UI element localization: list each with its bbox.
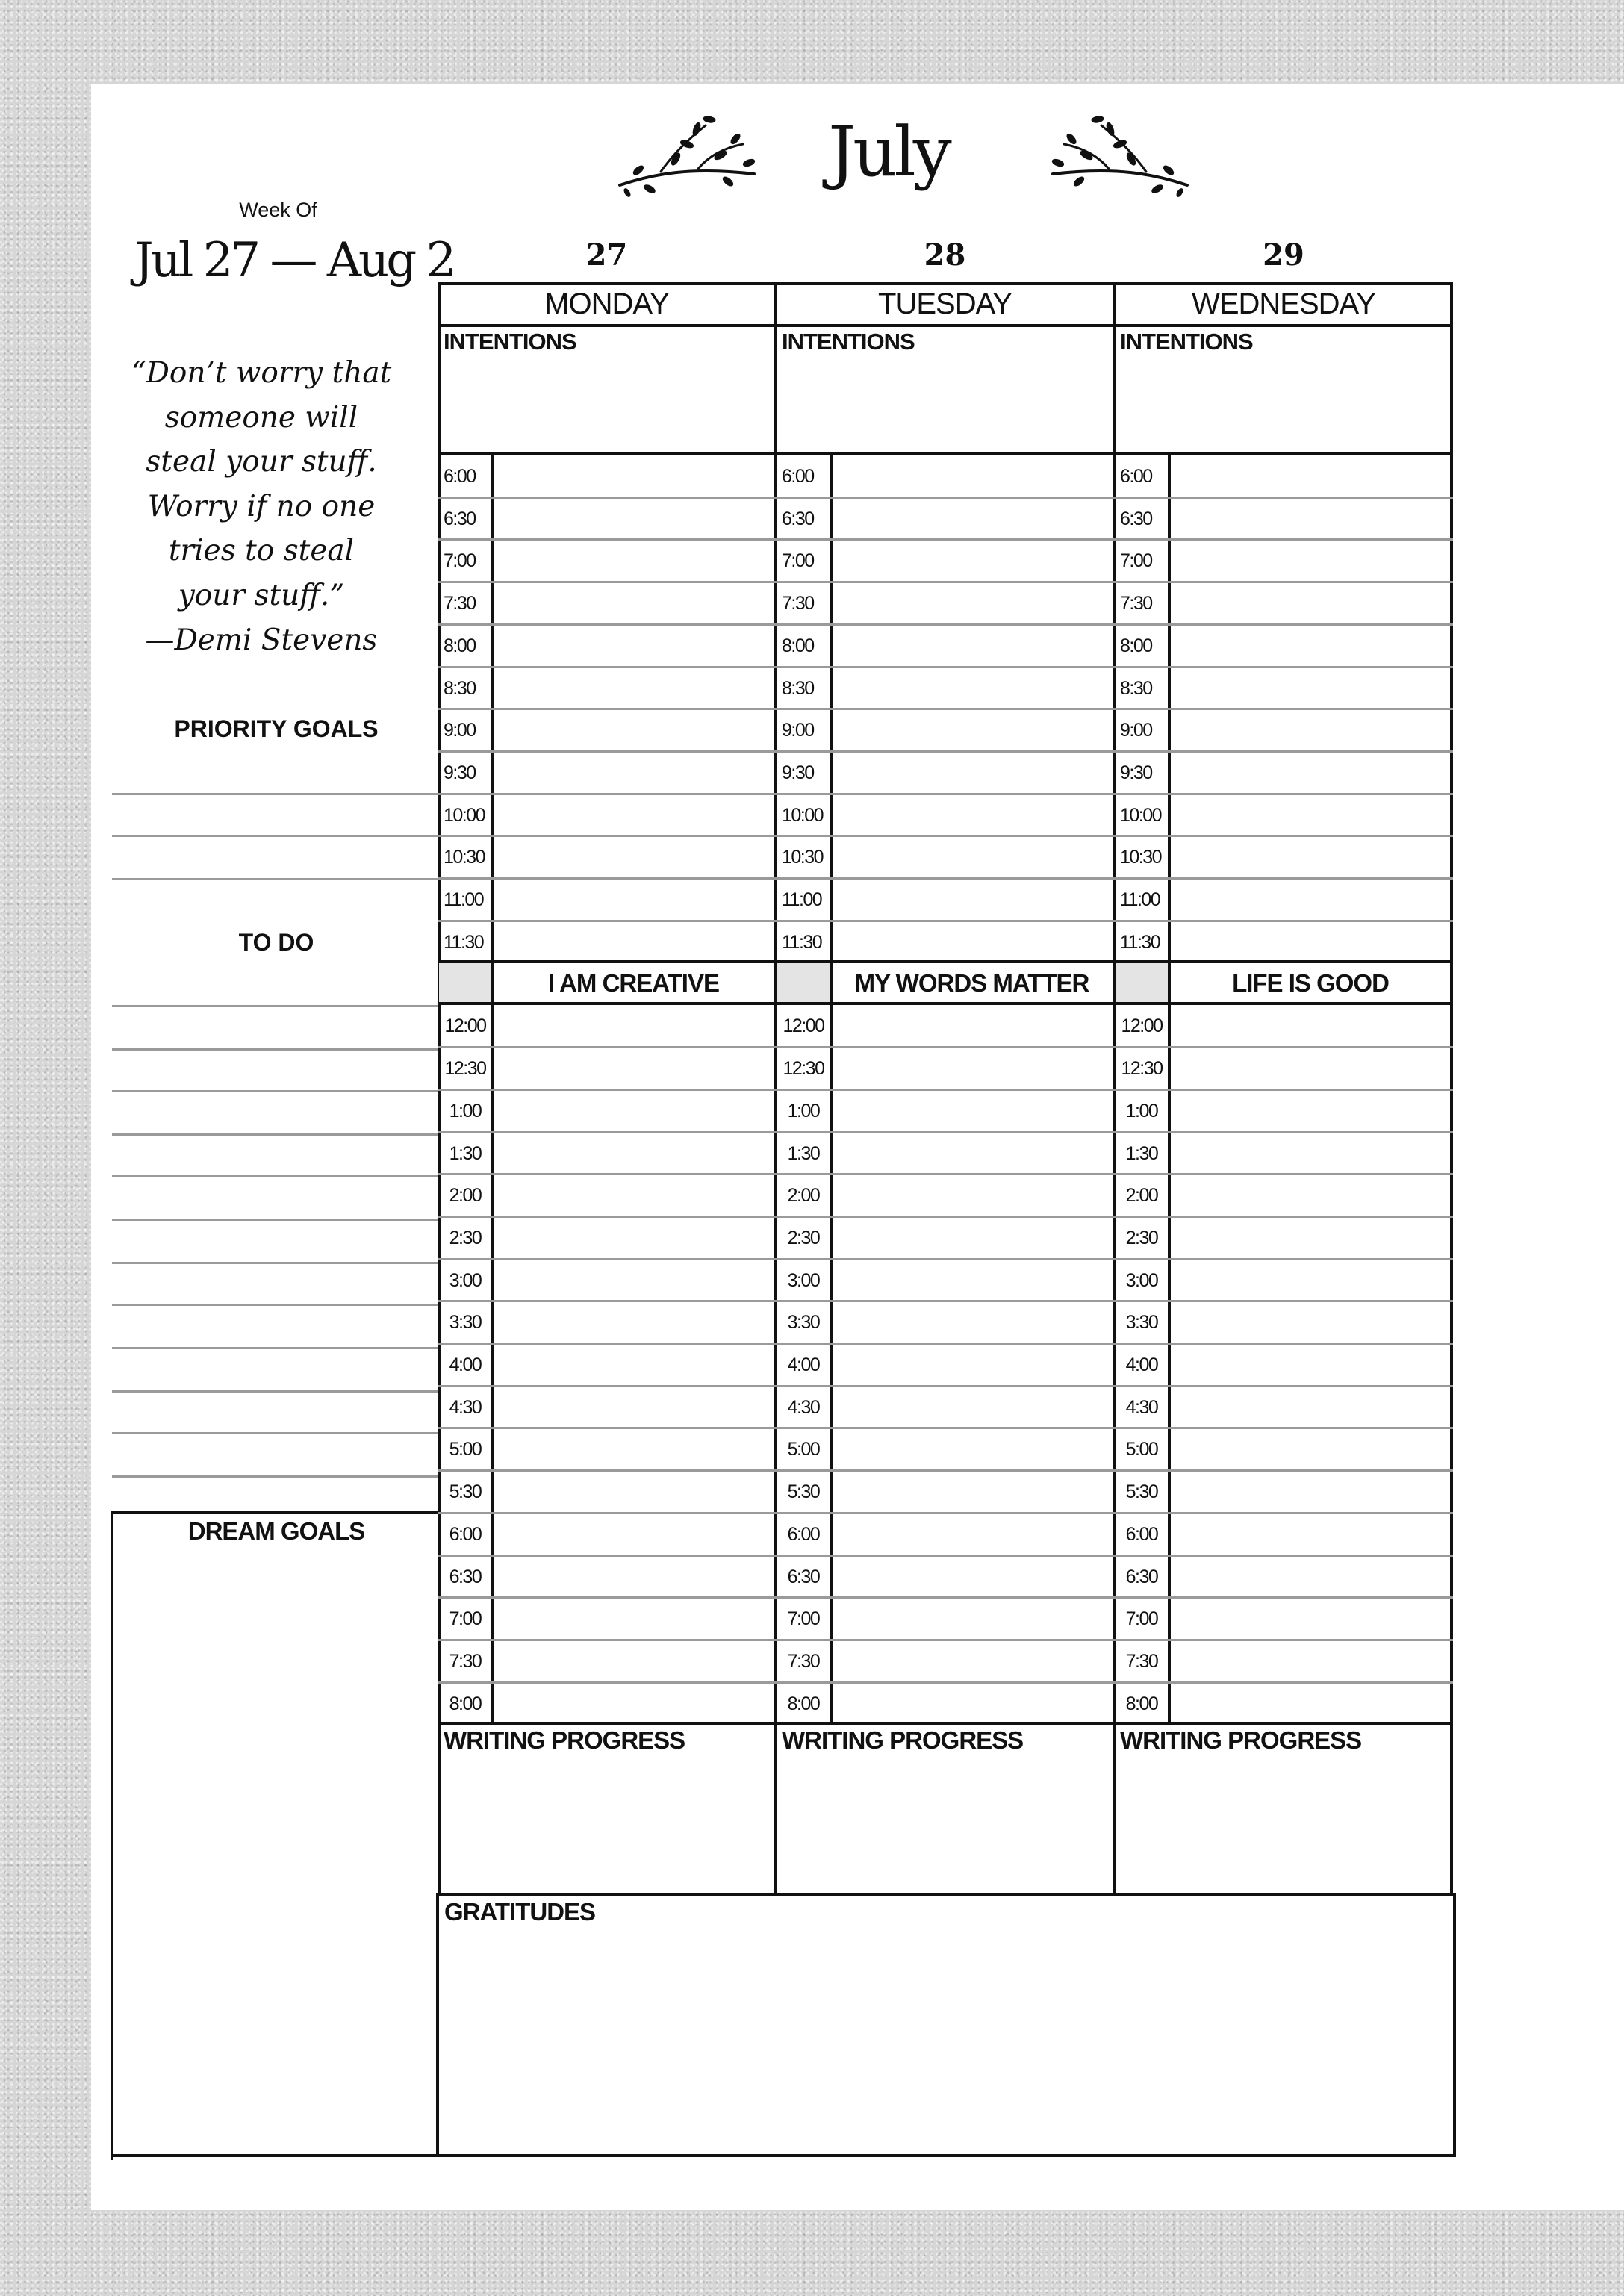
time-label: 7:30 [1120, 593, 1152, 615]
affirmation: I AM CREATIVE [547, 969, 719, 998]
time-slot[interactable] [494, 1260, 776, 1299]
time-label: 7:00 [782, 550, 814, 572]
time-label: 6:30 [1125, 1566, 1158, 1587]
dream-goals-box[interactable] [111, 1511, 441, 2160]
time-slot[interactable] [494, 1217, 776, 1257]
todo-label: TO DO [238, 929, 314, 956]
month-title: July [828, 112, 949, 192]
time-label: 1:30 [1125, 1142, 1158, 1164]
time-slot[interactable] [494, 1598, 776, 1637]
time-label: 12:30 [783, 1058, 824, 1080]
day-date: 27 [585, 237, 628, 273]
time-label: 5:30 [449, 1481, 482, 1503]
time-slot[interactable] [833, 836, 1114, 876]
time-label: 11:30 [444, 931, 484, 953]
time-label: 2:30 [787, 1227, 820, 1248]
time-label: 6:00 [449, 1523, 482, 1545]
time-label: 8:30 [782, 677, 814, 699]
time-label: 9:30 [444, 762, 476, 783]
time-slot[interactable] [833, 1556, 1114, 1596]
time-slot[interactable] [1171, 879, 1453, 918]
quote-line: tries to steal [168, 534, 355, 568]
sidebar-writing-line[interactable] [112, 1432, 438, 1434]
dream-goals-label: DREAM GOALS [187, 1517, 365, 1545]
intentions-label: INTENTIONS [782, 329, 915, 355]
time-slot[interactable] [1171, 1005, 1453, 1045]
time-label: 9:00 [782, 720, 814, 741]
intentions-label: INTENTIONS [444, 329, 576, 355]
sidebar-writing-line[interactable] [112, 1005, 438, 1007]
time-label: 10:00 [782, 804, 824, 826]
time-slot[interactable] [494, 1344, 776, 1384]
time-label: 8:00 [782, 635, 814, 656]
time-slot[interactable] [1171, 455, 1453, 495]
time-label: 8:00 [444, 635, 476, 656]
time-label: 10:00 [1120, 804, 1162, 826]
time-slot[interactable] [1171, 625, 1453, 665]
time-slot[interactable] [1171, 1175, 1453, 1214]
time-slot[interactable] [833, 1133, 1114, 1172]
day-date: 28 [924, 237, 966, 273]
time-label: 2:30 [1125, 1227, 1158, 1248]
time-slot[interactable] [833, 1640, 1114, 1680]
gratitudes-label: GRATITUDES [444, 1898, 596, 1926]
gratitudes-box[interactable] [436, 1893, 1456, 2157]
time-slot[interactable] [494, 752, 776, 791]
quote-line: “Don’t worry that [131, 356, 392, 390]
time-label: 2:30 [449, 1227, 482, 1248]
time-label: 12:00 [444, 1015, 486, 1037]
leafy-branch-icon [616, 111, 758, 200]
quote-line: someone will [164, 400, 358, 435]
time-slot[interactable] [494, 1387, 776, 1426]
time-slot[interactable] [833, 582, 1114, 622]
sidebar-writing-line[interactable] [112, 835, 438, 837]
writing-progress-label: WRITING PROGRESS [782, 1726, 1024, 1755]
day-name: WEDNESDAY [1192, 287, 1375, 320]
quote-line: Worry if no one [147, 489, 376, 523]
time-slot[interactable] [494, 625, 776, 665]
time-label: 8:00 [787, 1693, 820, 1714]
time-slot[interactable] [833, 1005, 1114, 1045]
time-slot[interactable] [833, 1387, 1114, 1426]
time-label: 3:00 [1125, 1269, 1158, 1291]
affirmation: LIFE IS GOOD [1232, 969, 1389, 998]
time-label: 3:00 [449, 1269, 482, 1291]
time-label: 4:00 [1125, 1354, 1158, 1375]
time-label: 8:30 [444, 677, 476, 699]
time-label: 6:30 [787, 1566, 820, 1587]
time-slot[interactable] [1171, 921, 1453, 961]
time-slot[interactable] [494, 836, 776, 876]
time-slot[interactable] [494, 1175, 776, 1214]
time-label: 12:00 [1121, 1015, 1163, 1037]
time-label: 6:30 [449, 1566, 482, 1587]
sidebar-writing-line[interactable] [112, 1133, 438, 1136]
time-slot[interactable] [1171, 752, 1453, 791]
time-label: 11:30 [782, 931, 822, 953]
time-label: 12:30 [1121, 1058, 1163, 1080]
time-label: 7:00 [1120, 550, 1152, 572]
time-slot[interactable] [494, 794, 776, 834]
sidebar-writing-line[interactable] [112, 1475, 438, 1478]
time-label: 7:00 [1125, 1608, 1158, 1630]
time-label: 7:00 [444, 550, 476, 572]
time-slot[interactable] [1171, 1598, 1453, 1637]
time-slot[interactable] [494, 1090, 776, 1130]
time-slot[interactable] [833, 455, 1114, 495]
time-slot[interactable] [833, 709, 1114, 749]
time-slot[interactable] [494, 455, 776, 495]
affirmation-shade [1116, 963, 1168, 1002]
time-label: 1:00 [787, 1100, 820, 1121]
time-label: 6:30 [444, 508, 476, 529]
time-label: 8:00 [1125, 1693, 1158, 1714]
time-label: 10:30 [782, 847, 824, 868]
time-label: 6:30 [1120, 508, 1152, 529]
leafy-branch-icon [1049, 111, 1191, 200]
time-label: 10:30 [1120, 847, 1162, 868]
time-slot[interactable] [1171, 1301, 1453, 1341]
day-name: MONDAY [544, 287, 669, 320]
time-slot[interactable] [494, 709, 776, 749]
time-slot[interactable] [494, 668, 776, 707]
time-slot[interactable] [1171, 582, 1453, 622]
time-slot[interactable] [494, 1556, 776, 1596]
time-slot[interactable] [1171, 836, 1453, 876]
time-slot[interactable] [833, 1471, 1114, 1511]
time-slot[interactable] [833, 1683, 1114, 1723]
time-slot[interactable] [494, 1005, 776, 1045]
time-slot[interactable] [494, 1640, 776, 1680]
time-slot[interactable] [1171, 498, 1453, 538]
time-slot[interactable] [494, 921, 776, 961]
time-slot[interactable] [833, 498, 1114, 538]
time-slot[interactable] [833, 1090, 1114, 1130]
time-slot[interactable] [1171, 1428, 1453, 1468]
time-label: 11:00 [1120, 889, 1160, 910]
time-label: 9:30 [782, 762, 814, 783]
time-label: 1:30 [449, 1142, 482, 1164]
time-label: 7:30 [1125, 1650, 1158, 1672]
time-slot[interactable] [1171, 1260, 1453, 1299]
time-label: 6:00 [1125, 1523, 1158, 1545]
time-slot[interactable] [833, 668, 1114, 707]
time-label: 6:00 [782, 466, 814, 487]
time-label: 2:00 [449, 1185, 482, 1207]
time-slot[interactable] [833, 879, 1114, 918]
affirmation-shade [439, 963, 491, 1002]
week-range: Jul 27 — Aug 2 [134, 233, 454, 288]
day-date: 29 [1263, 237, 1304, 273]
sidebar-writing-line[interactable] [112, 1262, 438, 1264]
time-label: 9:00 [1120, 720, 1152, 741]
sidebar-writing-line[interactable] [112, 1390, 438, 1393]
sidebar-writing-line[interactable] [112, 1347, 438, 1349]
time-label: 6:00 [444, 466, 476, 487]
time-label: 12:00 [783, 1015, 824, 1037]
time-slot[interactable] [1171, 1090, 1453, 1130]
week-label: Week Of [239, 199, 317, 221]
time-label: 3:30 [787, 1312, 820, 1334]
time-slot[interactable] [833, 540, 1114, 579]
time-label: 1:00 [449, 1100, 482, 1121]
quote [112, 351, 411, 662]
writing-progress-label: WRITING PROGRESS [444, 1726, 685, 1755]
time-label: 7:30 [787, 1650, 820, 1672]
time-label: 3:30 [449, 1312, 482, 1334]
time-slot[interactable] [833, 1344, 1114, 1384]
sidebar-writing-line[interactable] [112, 878, 438, 880]
time-slot[interactable] [1171, 709, 1453, 749]
time-slot[interactable] [494, 540, 776, 579]
time-label: 3:30 [1125, 1312, 1158, 1334]
time-slot[interactable] [833, 1175, 1114, 1214]
time-slot[interactable] [1171, 1683, 1453, 1723]
time-slot[interactable] [833, 1301, 1114, 1341]
time-label: 5:30 [1125, 1481, 1158, 1503]
outer-bottom-border [111, 2154, 439, 2157]
time-label: 4:30 [787, 1396, 820, 1418]
time-slot[interactable] [494, 498, 776, 538]
time-label: 1:00 [1125, 1100, 1158, 1121]
time-slot[interactable] [833, 1048, 1114, 1087]
time-slot[interactable] [833, 1428, 1114, 1468]
time-slot[interactable] [494, 1133, 776, 1172]
time-slot[interactable] [833, 1513, 1114, 1553]
time-slot[interactable] [494, 1683, 776, 1723]
time-slot[interactable] [1171, 1048, 1453, 1087]
time-label: 7:30 [449, 1650, 482, 1672]
intentions-label: INTENTIONS [1120, 329, 1253, 355]
grid-rule [438, 960, 1453, 963]
sidebar-writing-line[interactable] [112, 793, 438, 795]
time-label: 11:00 [782, 889, 822, 910]
time-label: 8:00 [449, 1693, 482, 1714]
time-label: 4:30 [1125, 1396, 1158, 1418]
time-label: 2:00 [1125, 1185, 1158, 1207]
sidebar-writing-line[interactable] [112, 1048, 438, 1051]
time-label: 1:30 [787, 1142, 820, 1164]
time-label: 5:00 [449, 1439, 482, 1460]
time-slot[interactable] [1171, 1133, 1453, 1172]
time-slot[interactable] [1171, 1344, 1453, 1384]
time-label: 11:30 [1120, 931, 1160, 953]
time-label: 2:00 [787, 1185, 820, 1207]
time-label: 10:00 [444, 804, 485, 826]
time-label: 5:30 [787, 1481, 820, 1503]
time-label: 11:00 [444, 889, 484, 910]
affirmation: MY WORDS MATTER [854, 969, 1089, 998]
time-slot[interactable] [1171, 1513, 1453, 1553]
time-slot[interactable] [494, 1048, 776, 1087]
time-label: 9:30 [1120, 762, 1152, 783]
time-label: 5:00 [1125, 1439, 1158, 1460]
time-label: 4:30 [449, 1396, 482, 1418]
time-label: 3:00 [787, 1269, 820, 1291]
time-label: 12:30 [444, 1058, 486, 1080]
time-slot[interactable] [833, 1217, 1114, 1257]
time-label: 4:00 [449, 1354, 482, 1375]
time-slot[interactable] [494, 582, 776, 622]
sidebar-writing-line[interactable] [112, 1219, 438, 1221]
time-label: 8:00 [1120, 635, 1152, 656]
quote-line: steal your stuff. [146, 445, 377, 479]
time-slot[interactable] [494, 879, 776, 918]
time-label: 7:00 [449, 1608, 482, 1630]
time-slot[interactable] [833, 752, 1114, 791]
time-slot[interactable] [833, 625, 1114, 665]
priority-goals-label: PRIORITY GOALS [174, 715, 379, 742]
time-label: 9:00 [444, 720, 476, 741]
time-slot[interactable] [833, 1260, 1114, 1299]
time-label: 7:00 [787, 1608, 820, 1630]
affirmation-shade [777, 963, 830, 1002]
sidebar-writing-line[interactable] [112, 1304, 438, 1306]
time-label: 6:00 [787, 1523, 820, 1545]
quote-author: —Demi Stevens [145, 623, 378, 657]
time-slot[interactable] [833, 794, 1114, 834]
time-label: 7:30 [444, 593, 476, 615]
sidebar-writing-line[interactable] [112, 1090, 438, 1092]
time-slot[interactable] [1171, 1217, 1453, 1257]
writing-progress-label: WRITING PROGRESS [1120, 1726, 1362, 1755]
time-slot[interactable] [494, 1428, 776, 1468]
time-slot[interactable] [1171, 1556, 1453, 1596]
time-slot[interactable] [494, 1301, 776, 1341]
time-slot[interactable] [833, 921, 1114, 961]
time-slot[interactable] [1171, 1471, 1453, 1511]
day-name: TUESDAY [878, 287, 1012, 320]
quote-line: your stuff.” [178, 578, 345, 612]
time-slot[interactable] [1171, 794, 1453, 834]
time-slot[interactable] [494, 1513, 776, 1553]
time-label: 6:00 [1120, 466, 1152, 487]
time-slot[interactable] [1171, 540, 1453, 579]
sidebar-writing-line[interactable] [112, 1175, 438, 1177]
time-slot[interactable] [494, 1471, 776, 1511]
time-slot[interactable] [1171, 1387, 1453, 1426]
time-slot[interactable] [1171, 1640, 1453, 1680]
time-label: 10:30 [444, 847, 485, 868]
time-label: 5:00 [787, 1439, 820, 1460]
time-label: 4:00 [787, 1354, 820, 1375]
time-label: 6:30 [782, 508, 814, 529]
time-slot[interactable] [833, 1598, 1114, 1637]
time-label: 7:30 [782, 593, 814, 615]
time-label: 8:30 [1120, 677, 1152, 699]
time-slot[interactable] [1171, 668, 1453, 707]
